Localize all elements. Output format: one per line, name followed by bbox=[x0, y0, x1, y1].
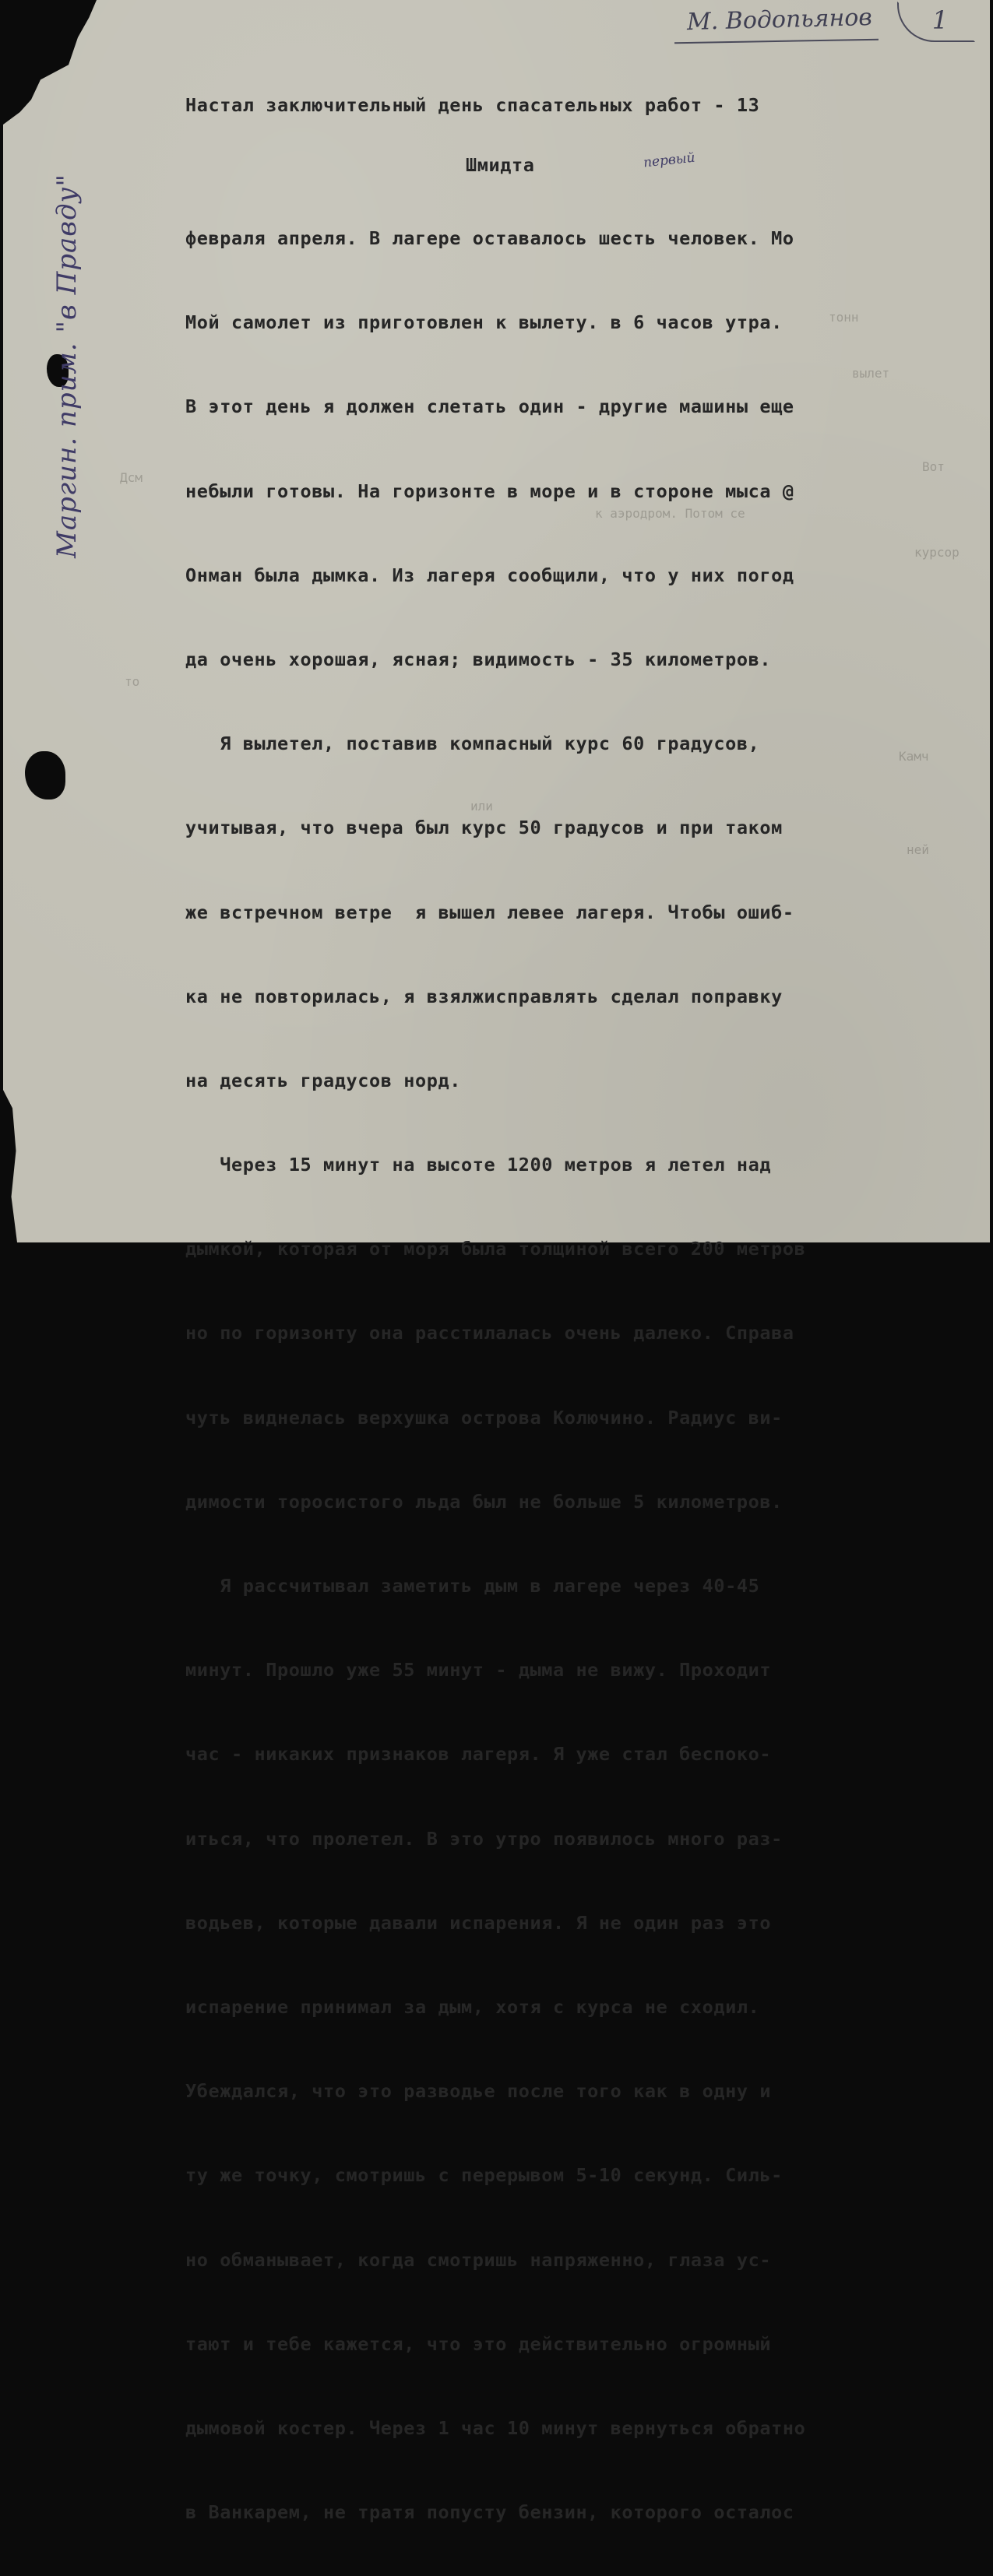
bleed-through-text: к аэродром. Потом се bbox=[595, 506, 745, 521]
text-line: в Ванкарем, не тратя попусту бензин, которого осталос bbox=[185, 2501, 794, 2524]
bleed-through-text: тонн bbox=[829, 310, 859, 325]
text-line: февраля апреля. В лагере оставалось шесть человек. Мо bbox=[185, 227, 794, 249]
text-line: иться, что пролетел. В это утро появилось много раз- bbox=[185, 1827, 783, 1850]
text-line: чуть виднелась верхушка острова Колючино. Радиус ви- bbox=[185, 1406, 783, 1429]
text-line: но обманывает, когда смотришь напряженно, глаза ус- bbox=[185, 2248, 772, 2271]
bleed-through-text: или bbox=[470, 799, 493, 814]
document-page bbox=[3, 0, 990, 2524]
text-line: Через 15 минут на высоте 1200 метров я летел над bbox=[185, 1154, 772, 1176]
text-line: В этот день я должен слетать один - другие машины еще bbox=[185, 395, 794, 418]
torn-edge-top bbox=[3, 0, 97, 125]
bleed-through-text: Дсм bbox=[120, 470, 143, 485]
bleed-through-text: курсор bbox=[914, 545, 960, 560]
text-line: час - никаких признаков лагеря. Я уже стал беспоко- bbox=[185, 1743, 772, 1766]
text-line: небыли готовы. На горизонте в море и в стороне мыса @ bbox=[185, 480, 794, 502]
typed-text-body bbox=[185, 48, 972, 2576]
text-line: же встречном ветре я вышел левее лагеря. Чтобы ошиб- bbox=[185, 901, 794, 923]
bleed-through-text: Камч bbox=[899, 749, 929, 764]
page-number: 1 bbox=[931, 5, 949, 35]
text-line: димости торосистого льда был не больше 5 километров. bbox=[185, 1490, 783, 1513]
text-line: ту же точку, смотришь с перерывом 5-10 секунд. Силь- bbox=[185, 2164, 783, 2187]
bleed-through-text: то bbox=[125, 674, 140, 689]
bleed-through-text: вылет bbox=[852, 366, 890, 381]
binding-hole bbox=[25, 751, 65, 800]
text-line: водьев, которые давали испарения. Я не один раз это bbox=[185, 1911, 772, 1934]
text-line: Я вылетел, поставив компасный курс 60 градусов, bbox=[185, 733, 760, 755]
author-signature: М. Водопьянов bbox=[686, 3, 873, 37]
text-line: минут. Прошло уже 55 минут - дыма не вижу. Проходит bbox=[185, 1659, 772, 1682]
signature-underline bbox=[674, 39, 879, 44]
text-line: дымовой костер. Через 1 час 10 минут вернуться обратно bbox=[185, 2416, 806, 2439]
text-line: тают и тебе кажется, что это действительно огромный bbox=[185, 2332, 772, 2355]
text-line: на десять градусов норд. bbox=[185, 1069, 461, 1091]
typed-insertion: Шмидта bbox=[466, 154, 535, 176]
handwritten-insertion: первый bbox=[643, 149, 696, 171]
bleed-through-text: Вот bbox=[922, 459, 945, 474]
text-line: Мой самолет из приготовлен к вылету. в 6 часов утра. bbox=[185, 311, 783, 334]
margin-note: Маргин. прим. "в Правду" bbox=[51, 174, 83, 558]
text-line: Убеждался, что это разводье после того как в одну и bbox=[185, 2080, 772, 2103]
text-line: Настал заключительный день спасательных работ - 13 bbox=[185, 94, 760, 116]
text-line: да очень хорошая, ясная; видимость - 35 километров. bbox=[185, 648, 772, 670]
text-line: учитывая, что вчера был курс 50 градусов и при таком bbox=[185, 817, 783, 839]
bleed-through-text: ней bbox=[907, 842, 929, 857]
text-line: Я рассчитывал заметить дым в лагере через 40-45 bbox=[185, 1575, 760, 1597]
text-line: испарение принимал за дым, хотя с курса не сходил. bbox=[185, 1995, 760, 2018]
torn-edge-bottom bbox=[3, 1090, 26, 1242]
text-line: дымкой, которая от моря была толщиной всего 200 метров bbox=[185, 1238, 806, 1260]
text-line: Онман была дымка. Из лагеря сообщили, что у них погод bbox=[185, 564, 794, 586]
text-line: ка не повторилась, я взялжисправлять сделал поправку bbox=[185, 985, 783, 1007]
text-line: но по горизонту она расстилалась очень далеко. Справа bbox=[185, 1322, 794, 1344]
